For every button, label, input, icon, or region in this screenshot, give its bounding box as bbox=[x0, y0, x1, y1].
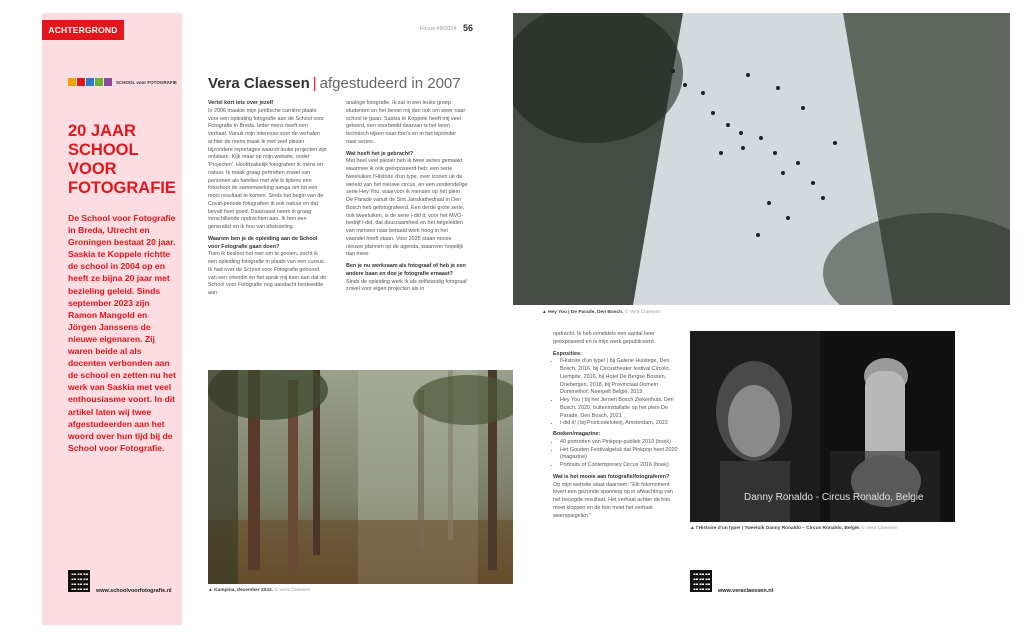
question: Wat heeft het je gebracht? bbox=[346, 150, 414, 157]
forest-caption: ▲ Kampina, december 2022. © Vera Claessen bbox=[208, 588, 311, 593]
caption-credit: © Vera Claessen bbox=[861, 526, 898, 531]
exhibitions-list bbox=[553, 358, 681, 428]
logo-text: SCHOOL voor FOTOGRAFIE bbox=[116, 79, 177, 85]
caption-credit: © Vera Claessen bbox=[274, 588, 311, 593]
answer: Met heel veel plezier heb ik twee series gemaakt waarmee ik ook geëxposeerd heb: een serie tweeluiken l'Histoire d'un type, over iconen uit de wereld van het nieuwe circus, en een zestiendelige serie Hey You, waarvoor ik mensen op het plein De Parade vanuit de Sint Janskathedraal in Den Bosch heb gefotografeerd. Een derde grote serie, ook tweeluiken, is de serie i-did it, voor het MVO-bedrijf i-did, dat duurzaamheid en het begeleiden van mensen naar betaald werk hoog in het vaandel heeft staan. Voor 2025 staan mooie nieuwe plannen op de agenda, waarover hopelijk dan meer. bbox=[346, 158, 468, 258]
skating-caption: ▲ Hey You | De Parade, Den Bosch. © Vera Claessen bbox=[542, 310, 661, 315]
forest-illustration bbox=[208, 370, 513, 584]
books-list bbox=[553, 439, 681, 470]
exhibitions-heading: Exposities: bbox=[553, 350, 582, 357]
caption-title: Kampina, december 2022. bbox=[214, 588, 274, 593]
school-logo bbox=[68, 78, 177, 86]
title-line: VOOR bbox=[68, 160, 117, 178]
caption-title: Hey You | De Parade, Den Bosch. bbox=[548, 310, 624, 315]
article-heading bbox=[208, 75, 461, 92]
text-column-1 bbox=[208, 100, 328, 298]
heading-subtitle: afgestudeerd in 2007 bbox=[319, 75, 461, 92]
qr-code-icon bbox=[68, 570, 90, 592]
answer: In 2006 maakte mijn juridische carrière plaats voor een opleiding fotografie aan de School voor Fotografie in Breda. Ieder mens heeft een verhaal. Vanuit mijn interesse voor de verhalen achter de mens maak ik met veel plezier bijzondere reportages waaruit leuke projecten zijn ontstaan. Kijk maar op mijn website, onder 'Projecten'. Hoofdzakelijk fotografeer ik mens en natuur. Ik maak graag portretten zowel van personen als families met wie ik tijdens een fotoshoot de samenwerking aanga om tot een mooi resultaat te komen. Sinds het begin van de Covid-periode fotografeer ik ook natuur en dat bevalt heel goed. Daarnaast neem ik graag verschillende opdrachten aan. Ik ben een generalist en ik hou van afwisseling. bbox=[208, 107, 327, 230]
text-column-3 bbox=[553, 331, 681, 520]
sidebar-intro: De School voor Fotografie in Breda, Utrecht en Groningen bestaat 20 jaar. Saskia te Koppele richtte de school in 2004 op en heeft ze bijna 20 jaar met bezieling geleid. Sinds september 2023 zijn Ramon Mangold en Jörgen Janssens de nieuwe eigenaren. Zij waren beide al als docenten verbonden aan de school en zetten nu het werk van Saskia met veel enthousiasme voort. In dit artikel laten wij twee afgestudeerden aan het woord over hun tijd bij de School voor Fotografie. bbox=[68, 213, 176, 453]
qr-code-icon bbox=[690, 570, 712, 592]
caption-credit: © Vera Claessen bbox=[624, 310, 661, 315]
issue-label: Focus #8/2024 bbox=[420, 26, 457, 32]
page-number: 56 bbox=[463, 23, 474, 33]
title-line: FOTOGRAFIE bbox=[68, 179, 176, 197]
answer: Toen ik besloot het roer om te gooien, zocht ik een opleiding fotografie in plaats van een cursus. Ik had over de School voor Fotografie gehoord van een vriendin en het sprak mij toen aan dat de School voor Fotografie nog aandacht besteedde aan bbox=[208, 251, 327, 296]
list-item: • Portraits of Contemporary Circus 2016 (boek) bbox=[560, 462, 681, 470]
sidebar-title bbox=[68, 122, 178, 198]
question: Ben je nu werkzaam als fotograaf of heb je een andere baan en doe je fotografie ernaast? bbox=[346, 263, 466, 277]
list-item: • Het Gouden Festivalgeluk dat Pinkpop heet 2020 (magazine) bbox=[560, 447, 681, 463]
photographer-url[interactable]: www.veraclaessen.nl bbox=[718, 588, 774, 594]
heading-name: Vera Claessen bbox=[208, 75, 310, 92]
list-item: • 40 portretten van Pinkpop-publiek 2010 (boek) bbox=[560, 439, 681, 447]
title-line: SCHOOL bbox=[68, 141, 139, 159]
forest-photo bbox=[208, 370, 513, 584]
skating-photo bbox=[513, 13, 1010, 305]
title-line: 20 JAAR bbox=[68, 122, 136, 140]
school-url[interactable]: www.schoolvoorfotografie.nl bbox=[96, 588, 172, 594]
answer: Sinds de opleiding werk ik als zelfstandig fotograaf zowel voor eigen projecten als in bbox=[346, 278, 467, 293]
heading-separator: | bbox=[312, 75, 317, 92]
list-item: • i-did it! | bij Postcodeloterij, Amsterdam, 2023 bbox=[560, 420, 681, 428]
books-heading: Boeken/magazine: bbox=[553, 431, 601, 437]
question: Waarom ben je de opleiding aan de School voor Fotografie gaan doen? bbox=[208, 235, 318, 250]
question: Wat is het mooie aan fotografie/fotograferen? bbox=[553, 473, 670, 480]
answer: opdracht. Ik heb inmiddels een aantal keer geëxposeerd en is mijn werk gepubliceerd. bbox=[553, 331, 656, 345]
question: Vertel kort iets over jezelf bbox=[208, 100, 274, 106]
tuba-photo-label: Danny Ronaldo - Circus Ronaldo, Belgie bbox=[744, 492, 924, 503]
skating-illustration bbox=[513, 13, 1010, 305]
list-item: • Hey You | bij het Jeroen Bosch Ziekenhuis, Den Bosch, 2020, buiteninstallatie op het plein De Parade, Den Bosch, 2021 bbox=[560, 397, 681, 420]
list-item: • l'Histoire d'un type! | bij Galerie Huistege, Den Bosch, 2016, bij Circustheater festival Circolo, Liempde, 2016, bij Hotel De Bergse Bossen, Driebergen, 2018, bij Provinciaal Domein Dommelhof, Neerpelt België, 2019 bbox=[560, 358, 681, 397]
answer: analoge fotografie. Ik zat in een leuke groep studenten en het beviel mij dan ook om weer naar school te gaan. Saskia te Koppele heeft mij veel geleerd, een voorbeeld daarvan is het leren technisch kijken naar foto's en in het bijzonder naar series. bbox=[346, 100, 466, 145]
text-column-2 bbox=[346, 100, 468, 294]
tuba-caption: ▲ l'Histoire d'un type! | Tweeluik Danny Ronaldo – Circus Ronaldo, België. © Vera Claessen bbox=[690, 526, 898, 531]
answer: Op mijn website staat daarover: "Elk fotomoment levert een gezonde spanning op in afwachting van het beoogde resultaat. Het verhaal achter de foto moet kloppen en de foto moet het verhaal weerspiegelen." bbox=[553, 481, 673, 519]
section-tag: ACHTERGROND bbox=[42, 20, 124, 40]
caption-title: l'Histoire d'un type! | Tweeluik Danny Ronaldo – Circus Ronaldo, België. bbox=[696, 526, 861, 531]
